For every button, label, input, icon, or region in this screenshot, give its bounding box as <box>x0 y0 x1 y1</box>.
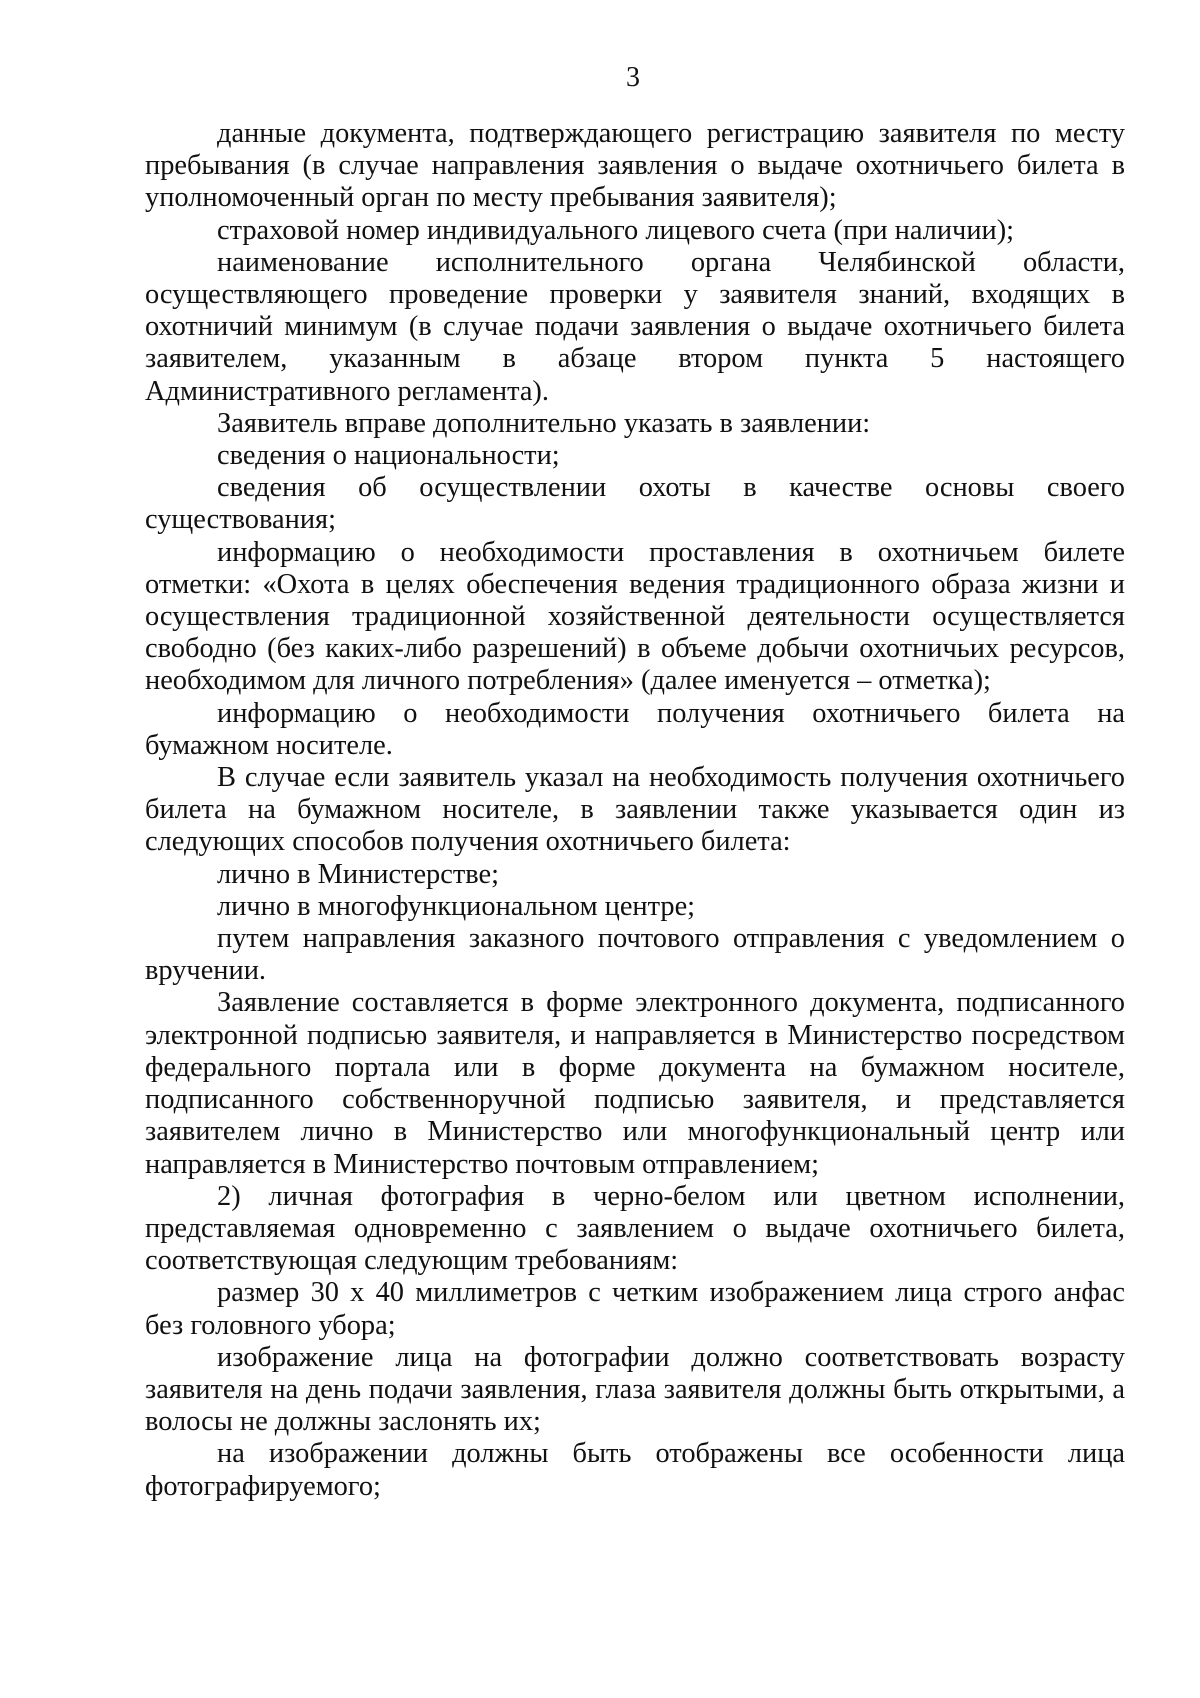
document-body <box>145 118 1125 1503</box>
paragraph: информацию о необходимости получения охотничьего билета на бумажном носителе. <box>145 697 1125 761</box>
paragraph: наименование исполнительного органа Челябинской области, осуществляющего проведение проверки у заявителя знаний, входящих в охотничий минимум (в случае подачи заявления о выдаче охотничьего билета заявителем, указанным в абзаце втором пункта 5 настоящего Административного регламента). <box>145 246 1125 407</box>
paragraph: Заявление составляется в форме электронного документа, подписанного электронной подписью заявителя, и направляется в Министерство посредством федерального портала или в форме документа на бумажном носителе, подписанного собственноручной подписью заявителя, и представляется заявителем лично в Министерство или многофункциональный центр или направляется в Министерство почтовым отправлением; <box>145 987 1125 1180</box>
paragraph: страховой номер индивидуального лицевого счета (при наличии); <box>217 214 1015 246</box>
paragraph: лично в многофункциональном центре; <box>217 890 696 922</box>
paragraph: изображение лица на фотографии должно соответствовать возрасту заявителя на день подачи заявления, глаза заявителя должны быть открытыми, а волосы не должны заслонять их; <box>145 1341 1125 1438</box>
paragraph: В случае если заявитель указал на необходимость получения охотничьего билета на бумажном носителе, в заявлении также указывается один из следующих способов получения охотничьего билета: <box>145 762 1125 858</box>
paragraph: сведения об осуществлении охоты в качестве основы своего существования; <box>145 472 1125 536</box>
page-number: 3 <box>626 62 640 93</box>
paragraph: Заявитель вправе дополнительно указать в заявлении: <box>217 407 871 439</box>
paragraph: сведения о национальности; <box>217 440 560 472</box>
paragraph: данные документа, подтверждающего регистрацию заявителя по месту пребывания (в случае направления заявления о выдаче охотничьего билета в уполномоченный орган по месту пребывания заявителя); <box>145 118 1125 214</box>
paragraph: лично в Министерстве; <box>217 858 499 890</box>
paragraph: размер 30 х 40 миллиметров с четким изображением лица строго анфас без головного убора; <box>145 1277 1125 1341</box>
paragraph: на изображении должны быть отображены все особенности лица фотографируемого; <box>145 1438 1125 1502</box>
paragraph: информацию о необходимости проставления в охотничьем билете отметки: «Охота в целях обеспечения ведения традиционного образа жизни и осуществления традиционной хозяйственной деятельности осуществляется свободно (без каких-либо разрешений) в объеме добычи охотничьих ресурсов, необходимом для личного потребления» (далее именуется – отметка); <box>145 536 1125 697</box>
paragraph: путем направления заказного почтового отправления с уведомлением о вручении. <box>145 923 1125 987</box>
paragraph: 2) личная фотография в черно-белом или цветном исполнении, представляемая одновременно с заявлением о выдаче охотничьего билета, соответствующая следующим требованиям: <box>145 1180 1125 1277</box>
